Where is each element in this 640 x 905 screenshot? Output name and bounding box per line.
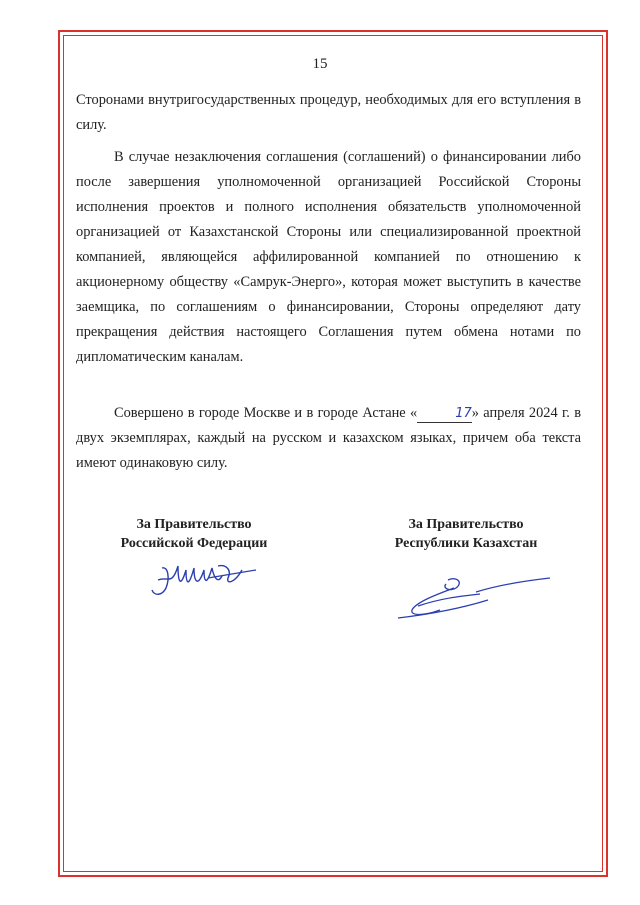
- signatory-russia: [94, 515, 294, 553]
- signature-kazakhstan: [392, 574, 552, 622]
- paragraph-done-at: [76, 401, 581, 476]
- signatory-kazakhstan-line2: Республики Казахстан: [394, 536, 538, 551]
- done-at-text-end: » апреля 2024 г. в двух экземплярах, каждый на русском и казахском языках, причем оба текста имеют одинаковую силу.: [76, 405, 581, 471]
- signatory-russia-line2: Российской Федерации: [120, 536, 268, 551]
- done-at-text-start: Совершено в городе Москве и в городе Астане «: [114, 405, 418, 421]
- paragraph-continuation: Сторонами внутригосударственных процедур, необходимых для его вступления в силу.: [76, 92, 581, 133]
- signatory-kazakhstan-line1: За Правительство: [408, 517, 524, 532]
- page-number: 15: [312, 56, 328, 72]
- signatory-russia-line1: За Правительство: [136, 517, 252, 532]
- signature-russia: [148, 556, 258, 600]
- paragraph-termination: В случае незаключения соглашения (соглашений) о финансировании либо после завершения уполномоченной организацией Российской Стороны исполнения проектов и полного исполнения обязательств уполномоченной организацией от Казахстанской Стороны или специализированной проектной компанией, являющейся аффилированной компанией по отношению к акционерному обществу «Самрук-Энерго», которая может выступить в качестве заемщика, по соглашениям о финансировании, Стороны определяют дату прекращения действия настоящего Соглашения путем обмена нотами по дипломатическим каналам.: [76, 149, 581, 365]
- handwritten-day: 17: [417, 406, 472, 423]
- signatory-kazakhstan: [366, 515, 566, 553]
